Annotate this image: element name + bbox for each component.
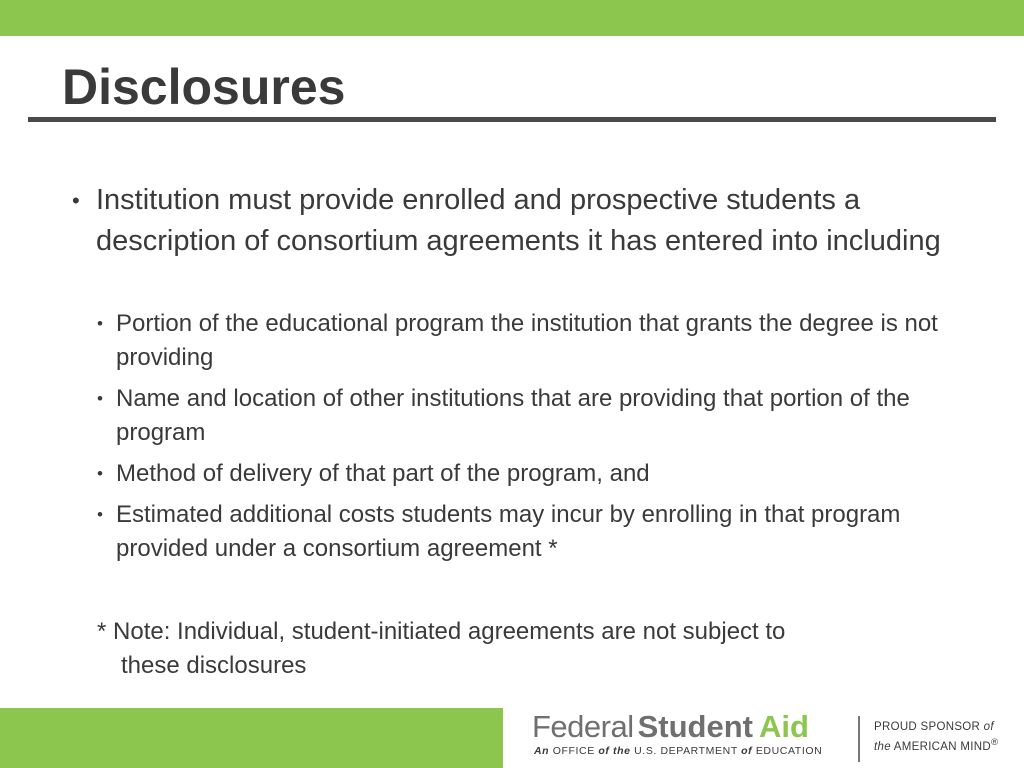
bullet-dot: •: [97, 464, 103, 483]
logo-student: Student: [637, 709, 753, 744]
federal-student-aid-logo: [532, 708, 1024, 768]
logo-sub-edu: EDUCATION: [755, 745, 823, 757]
main-bullet-text: Institution must provide enrolled and prospective students a description of consortium agreements it has entered into including: [96, 184, 941, 257]
logo-sub-of: of: [598, 745, 610, 757]
bullet-dot: •: [97, 314, 103, 333]
sub-bullet-text: Name and location of other institutions that are providing that portion of the program: [116, 385, 910, 446]
sponsor-of: of: [983, 721, 994, 733]
bullet-dot: •: [97, 505, 103, 524]
logo-sub-the: the: [613, 745, 631, 757]
title-underline-rule: [28, 117, 996, 122]
logo-aid: Aid: [758, 709, 809, 744]
logo-divider: [858, 716, 860, 762]
footnote-line-2: these disclosures: [121, 652, 307, 679]
sponsor-line-1: PROUD SPONSOR: [874, 721, 981, 733]
logo-federal: Federal: [532, 709, 634, 744]
sponsor-line-2: AMERICAN MIND: [893, 740, 991, 753]
sponsor-the: the: [874, 740, 891, 753]
logo-sub-an: An: [534, 745, 550, 757]
sub-bullet-text: Portion of the educational program the institution that grants the degree is not providing: [116, 310, 938, 371]
registered-mark: ®: [990, 737, 999, 748]
logo-sub-dept: U.S. DEPARTMENT: [634, 745, 738, 757]
sub-bullet-text: Method of delivery of that part of the program, and: [116, 460, 650, 487]
top-accent-bar: [0, 0, 1024, 36]
logo-sub-of2: of: [741, 745, 753, 757]
bullet-dot: •: [97, 389, 103, 408]
slide-title: Disclosures: [62, 59, 346, 115]
bottom-accent-bar: [0, 708, 503, 768]
logo-sub-office: OFFICE: [552, 745, 595, 757]
footnote-line-1: * Note: Individual, student-initiated agreements are not subject to: [97, 618, 786, 645]
sub-bullet-text: Estimated additional costs students may incur by enrolling in that program provided under a consortium agreement *: [116, 501, 901, 562]
footnote: [97, 615, 957, 683]
sponsor-tagline: [874, 720, 998, 755]
logo-tagline: [534, 745, 822, 757]
bullet-dot: •: [72, 188, 80, 213]
logo-wordmark: [532, 708, 809, 746]
